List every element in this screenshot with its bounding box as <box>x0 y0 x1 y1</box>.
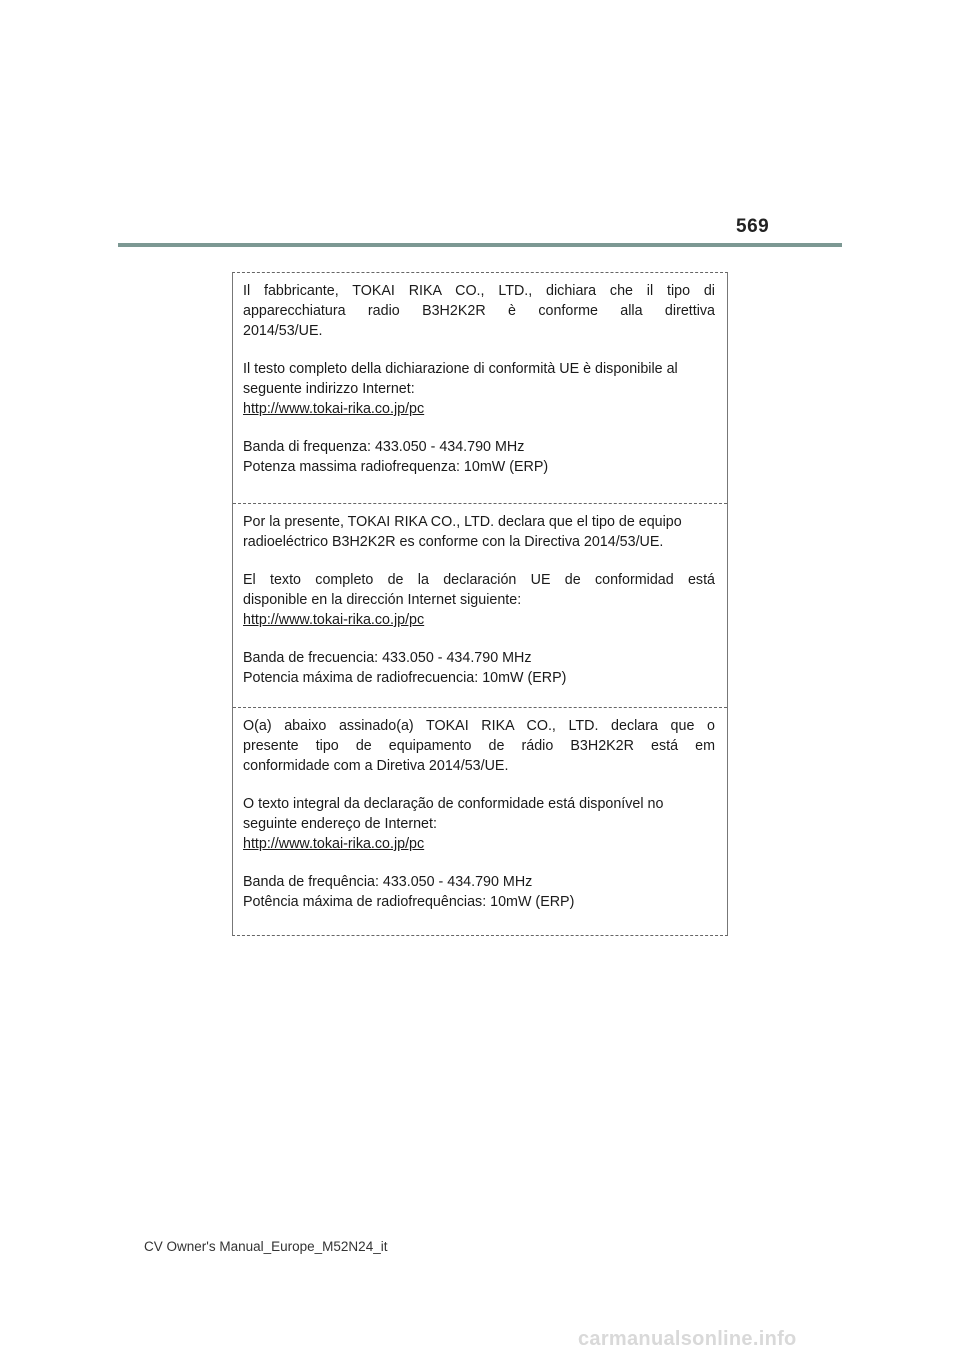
italian-declaration-line: Il fabbricante, TOKAI RIKA CO., LTD., dichiara che il tipo di <box>243 283 715 299</box>
spanish-fulltext-line: El texto completo de la declaración UE de conformidad está <box>243 572 715 588</box>
italian-declaration-line: 2014/53/UE. <box>243 323 323 339</box>
italian-fulltext-notice <box>243 359 715 419</box>
header-rule <box>118 243 842 247</box>
spanish-fulltext-line: disponible en la dirección Internet siguiente: <box>243 592 522 608</box>
spanish-declaration <box>243 512 715 552</box>
portuguese-max-power: Potência máxima de radiofrequências: 10mW (ERP) <box>243 894 575 910</box>
portuguese-section <box>233 707 727 935</box>
page-number: 569 <box>736 216 770 237</box>
portuguese-fulltext-line: O texto integral da declaração de conformidade está disponível no <box>243 796 664 812</box>
portuguese-fulltext-notice <box>243 794 715 854</box>
portuguese-frequency-band: Banda de frequência: 433.050 - 434.790 MHz <box>243 874 533 890</box>
italian-specs <box>243 437 715 477</box>
portuguese-declaration <box>243 716 715 776</box>
portuguese-declaration-line: presente tipo de equipamento de rádio B3H2K2R está em <box>243 738 715 754</box>
italian-max-power: Potenza massima radiofrequenza: 10mW (ERP) <box>243 459 549 475</box>
spanish-declaration-line: radioeléctrico B3H2K2R es conforme con la Directiva 2014/53/UE. <box>243 534 664 550</box>
conformity-notice-box <box>232 272 728 936</box>
italian-declaration-link[interactable]: http://www.tokai-rika.co.jp/pc <box>243 401 425 417</box>
italian-fulltext-line: seguente indirizzo Internet: <box>243 381 415 397</box>
portuguese-declaration-link[interactable]: http://www.tokai-rika.co.jp/pc <box>243 836 425 852</box>
portuguese-specs <box>243 872 715 912</box>
italian-declaration <box>243 281 715 341</box>
italian-frequency-band: Banda di frequenza: 433.050 - 434.790 MHz <box>243 439 525 455</box>
spanish-specs <box>243 648 715 688</box>
italian-section <box>233 281 727 501</box>
italian-declaration-line: apparecchiatura radio B3H2K2R è conforme alla direttiva <box>243 303 715 319</box>
spanish-frequency-band: Banda de frecuencia: 433.050 - 434.790 MHz <box>243 650 532 666</box>
spanish-declaration-line: Por la presente, TOKAI RIKA CO., LTD. declara que el tipo de equipo <box>243 514 682 530</box>
site-watermark: carmanualsonline.info <box>578 1328 797 1350</box>
portuguese-fulltext-line: seguinte endereço de Internet: <box>243 816 437 832</box>
spanish-declaration-link[interactable]: http://www.tokai-rika.co.jp/pc <box>243 612 425 628</box>
manual-footer: CV Owner's Manual_Europe_M52N24_it <box>144 1239 388 1254</box>
spanish-fulltext-notice <box>243 570 715 630</box>
portuguese-declaration-line: conformidade com a Diretiva 2014/53/UE. <box>243 758 509 774</box>
spanish-max-power: Potencia máxima de radiofrecuencia: 10mW (ERP) <box>243 670 567 686</box>
italian-fulltext-line: Il testo completo della dichiarazione di conformità UE è disponibile al <box>243 361 678 377</box>
spanish-section <box>233 503 727 705</box>
portuguese-declaration-line: O(a) abaixo assinado(a) TOKAI RIKA CO., LTD. declara que o <box>243 718 715 734</box>
